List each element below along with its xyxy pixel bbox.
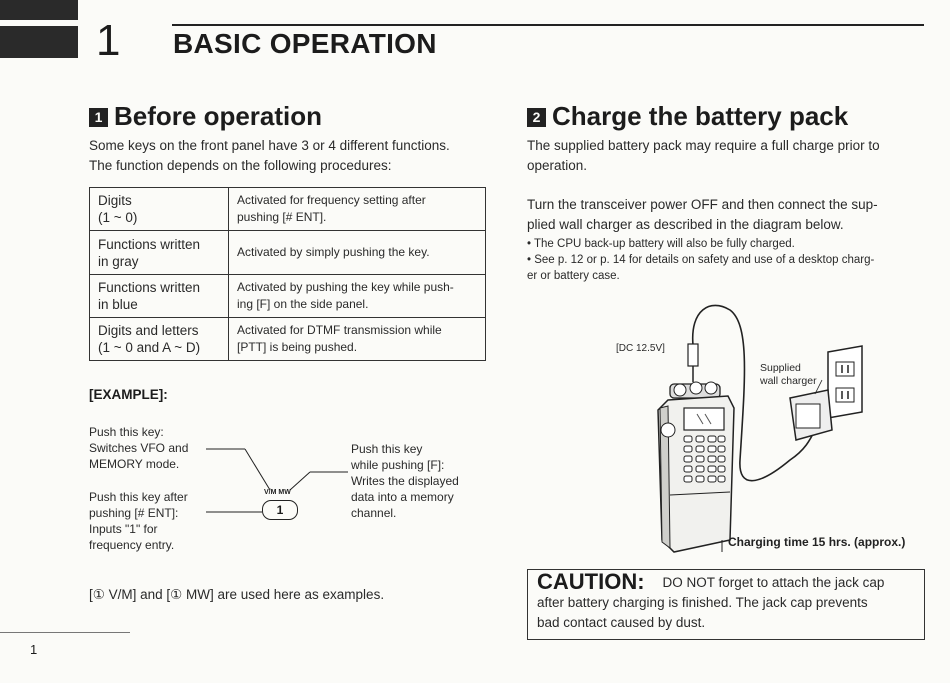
key-1-icon: 1 [262, 500, 298, 520]
charging-diagram [600, 290, 930, 560]
page-number: 1 [30, 642, 38, 657]
table-cell-key: Functions written in gray [90, 231, 229, 275]
chapter-number: 1 [96, 16, 121, 65]
section-number-badge: 1 [89, 108, 108, 127]
wall-outlet-icon [828, 346, 862, 418]
dc-plug-icon [688, 344, 698, 366]
wall-charger-icon [790, 390, 832, 440]
chapter-title: BASIC OPERATION [173, 28, 437, 59]
section-title: Charge the battery pack [552, 101, 849, 131]
bullet-item: • The CPU back-up battery will also be fully charged. [527, 238, 795, 250]
caution-line: DO NOT forget to attach the jack cap [662, 575, 885, 590]
table-cell-desc: Activated by simply pushing the key. [229, 231, 486, 275]
section-number-badge: 2 [527, 108, 546, 127]
bullet-item: • See p. 12 or p. 14 for details on safety and use of a desktop charg- [527, 254, 875, 266]
charger-label: Supplied wall charger [760, 362, 817, 387]
charging-time: Charging time 15 hrs. (approx.) [728, 535, 906, 549]
footer-rule [0, 632, 130, 633]
caution-content [537, 569, 917, 633]
key-legend: V/M MW [264, 489, 291, 496]
intro-line: Some keys on the front panel have 3 or 4 different functions. [89, 138, 450, 153]
table-cell-key: Digits (1 ~ 0) [90, 188, 229, 231]
caution-word: CAUTION: [537, 569, 645, 594]
caution-line: bad contact caused by dust. [537, 615, 706, 630]
example-left-lower: Push this key after pushing [# ENT]: Inputs "1" for frequency entry. [89, 490, 188, 552]
table-cell-desc: Activated for frequency setting after pushing [# ENT]. [229, 188, 486, 231]
section-heading-charge-battery [527, 100, 848, 132]
bullet-item: er or battery case. [527, 270, 620, 282]
intro-line: The function depends on the following procedures: [89, 158, 392, 173]
charge-bullets [527, 236, 937, 284]
table-cell-desc: Activated for DTMF transmission while [PTT] is being pushed. [229, 318, 486, 361]
caution-line: after battery charging is finished. The jack cap prevents [537, 595, 868, 610]
dc-label: [DC 12.5V] [616, 343, 665, 354]
section-title: Before operation [114, 101, 323, 131]
example-right: Push this key while pushing [F]: Writes the displayed data into a memory channel. [351, 442, 459, 520]
example-left-upper: Push this key: Switches VFO and MEMORY mode. [89, 425, 189, 471]
table-cell-key: Digits and letters (1 ~ 0 and A ~ D) [90, 318, 229, 361]
table-cell-desc: Activated by pushing the key while push- ing [F] on the side panel. [229, 275, 486, 318]
charge-paragraph-2: Turn the transceiver power OFF and then connect the sup- plied wall charger as described in the diagram below. [527, 197, 878, 232]
transceiver-icon [658, 382, 734, 552]
example-footnote: [① V/M] and [① MW] are used here as examples. [89, 587, 385, 602]
example-label: [EXAMPLE]: [89, 387, 168, 402]
table-cell-key: Functions written in blue [90, 275, 229, 318]
charge-paragraph-1: The supplied battery pack may require a full charge prior to operation. [527, 138, 880, 173]
